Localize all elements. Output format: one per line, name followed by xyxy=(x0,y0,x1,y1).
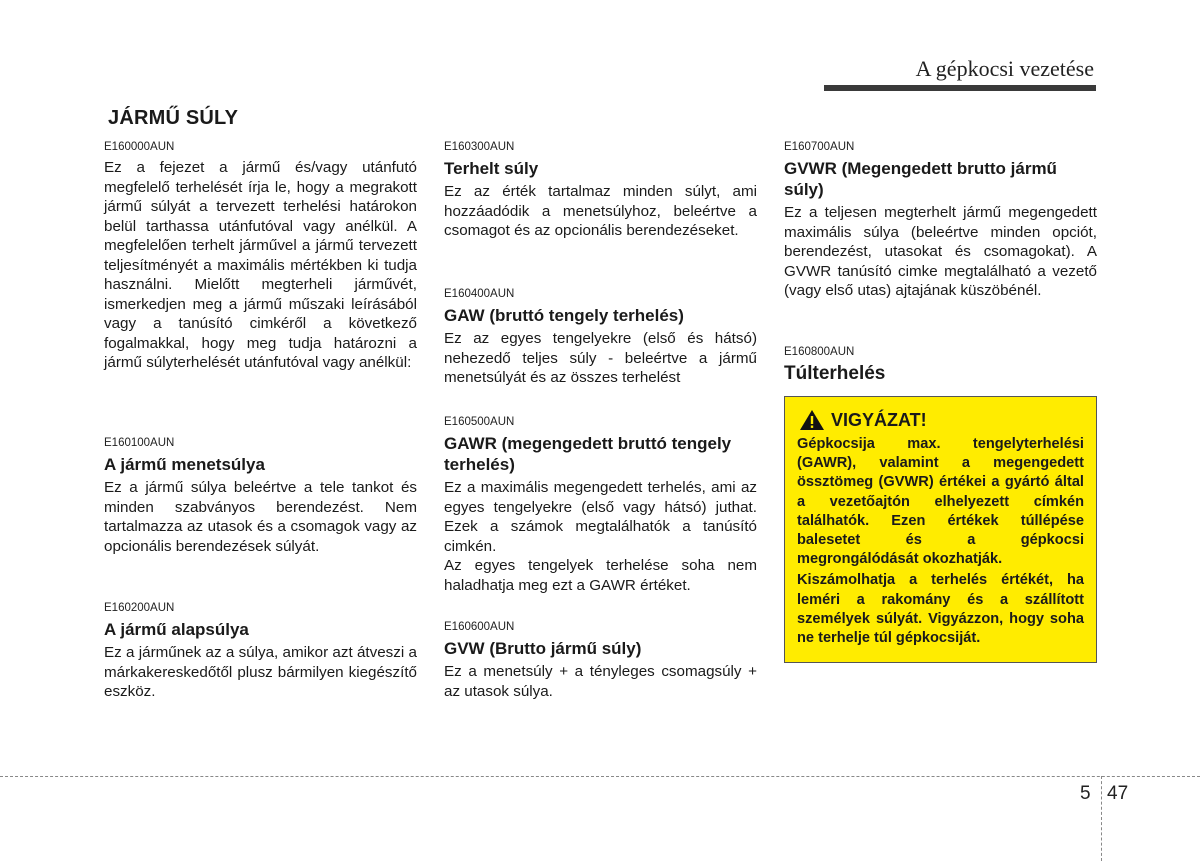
intro-text: Ez a fejezet a jármű és/vagy utánfutó megfelelő terhelését írja le, hogy a megrakott jármű súlyát a tervezett terhelési határokon belül tarthassa utánfutóval vagy anélkül. A megfelelően terhelt járművel a jármű tervezett teljesítményét a maximális mértékben ki tudja használni. Mielőtt megterheli járművét, ismerkedjen meg a jármű műszaki leírásából vagy a tanúsító cimkéről a következő fogalmakkal, hogy meg tudja határozni a jármű súlyterhelését utánfutóval vagy anélkül: xyxy=(104,159,417,371)
gvwr-text: Ez a teljesen megterhelt jármű megengedett maximális súlya (beleértve minden opciót, berendezést, utasokat és csomagokat). A GVWR tanúsító cimke megtalálható a vezető (vagy első utas) ajtajának küszöbénél. xyxy=(784,204,1097,299)
section-code: E160500AUN xyxy=(444,416,515,428)
gvw-block xyxy=(444,620,757,701)
page-header-title: A gépkocsi vezetése xyxy=(915,56,1094,81)
gvw-heading: GVW (Brutto jármű súly) xyxy=(444,639,642,658)
gawr-text-1: Ez a maximális megengedett terhelés, ami az egyes tengelyekre (első vagy hátsó) juthat. Ezek a számok megtalálhatók a tanúsító cimkén. xyxy=(444,479,757,555)
footer-vertical-divider xyxy=(1101,776,1102,861)
intro-block xyxy=(104,140,417,373)
section-code: E160400AUN xyxy=(444,288,515,300)
warning-title-row xyxy=(799,409,1084,431)
alapsulya-heading: A jármű alapsúlya xyxy=(104,620,249,639)
terhelt-block xyxy=(444,140,757,241)
menetsulya-heading: A jármű menetsúlya xyxy=(104,455,265,474)
gvwr-block xyxy=(784,140,1097,301)
menetsulya-block xyxy=(104,436,417,556)
gawr-block xyxy=(444,415,757,595)
section-code: E160600AUN xyxy=(444,621,515,633)
gawr-heading: GAWR (megengedett bruttó tengely terhelés) xyxy=(444,434,732,474)
tulterheles-block xyxy=(784,345,1097,387)
warning-triangle-icon xyxy=(799,409,825,431)
warning-text-2: Kiszámolhatja a terhelés értékét, ha leméri a rakomány és a szállított személyek súlyát. Vigyázzon, hogy soha ne terhelje túl gépkocsiját. xyxy=(797,572,1084,647)
warning-box xyxy=(784,396,1097,663)
gaw-block xyxy=(444,287,757,388)
alapsulya-block xyxy=(104,601,417,702)
gvwr-heading: GVWR (Megengedett brutto jármű súly) xyxy=(784,159,1057,199)
menetsulya-text: Ez a jármű súlya beleértve a tele tankot és minden szabványos berendezést. Nem tartalmazza az utasok és a csomagok vagy az opcionális berendezések súlyát. xyxy=(104,479,417,555)
gvw-text: Ez a menetsúly + a tényleges csomagsúly + az utasok súlya. xyxy=(444,663,757,700)
section-code: E160000AUN xyxy=(104,141,175,153)
page-number: 47 xyxy=(1107,783,1129,804)
gaw-heading: GAW (bruttó tengely terhelés) xyxy=(444,306,684,325)
section-code: E160100AUN xyxy=(104,437,175,449)
gawr-text-2: Az egyes tengelyek terhelése soha nem haladhatja meg ezt a GAWR értéket. xyxy=(444,557,757,594)
section-code: E160700AUN xyxy=(784,141,855,153)
terhelt-heading: Terhelt súly xyxy=(444,159,539,178)
alapsulya-text: Ez a járműnek az a súlya, amikor azt átveszi a márkakereskedőtől plusz bármilyen kiegészítő eszköz. xyxy=(104,644,417,700)
warning-title: VIGYÁZAT! xyxy=(831,409,927,430)
header-rule xyxy=(824,85,1096,91)
tulterheles-heading: Túlterhelés xyxy=(784,363,886,384)
section-title: JÁRMŰ SÚLY xyxy=(108,107,239,129)
terhelt-text: Ez az érték tartalmaz minden súlyt, ami hozzáadódik a menetsúlyhoz, beleértve a csomagot és az opcionális berendezéseket. xyxy=(444,183,757,239)
section-code: E160300AUN xyxy=(444,141,515,153)
section-code: E160800AUN xyxy=(784,346,855,358)
gaw-text: Ez az egyes tengelyekre (első és hátsó) nehezedő teljes súly - beleértve a jármű menetsúlyát és az összes terhelést xyxy=(444,330,757,386)
warning-text-1: Gépkocsija max. tengelyterhelési (GAWR), valamint a megengedett össztömeg (GVWR) értékei a gyártó által a vezetőajtón elhelyezett címkén találhatók. Ezen értékek túllépése balesetet és a gépkocsi megrongálódását okozhatják. xyxy=(797,436,1084,568)
section-code: E160200AUN xyxy=(104,602,175,614)
footer-dashed-rule xyxy=(0,776,1200,777)
chapter-number: 5 xyxy=(1080,783,1091,804)
